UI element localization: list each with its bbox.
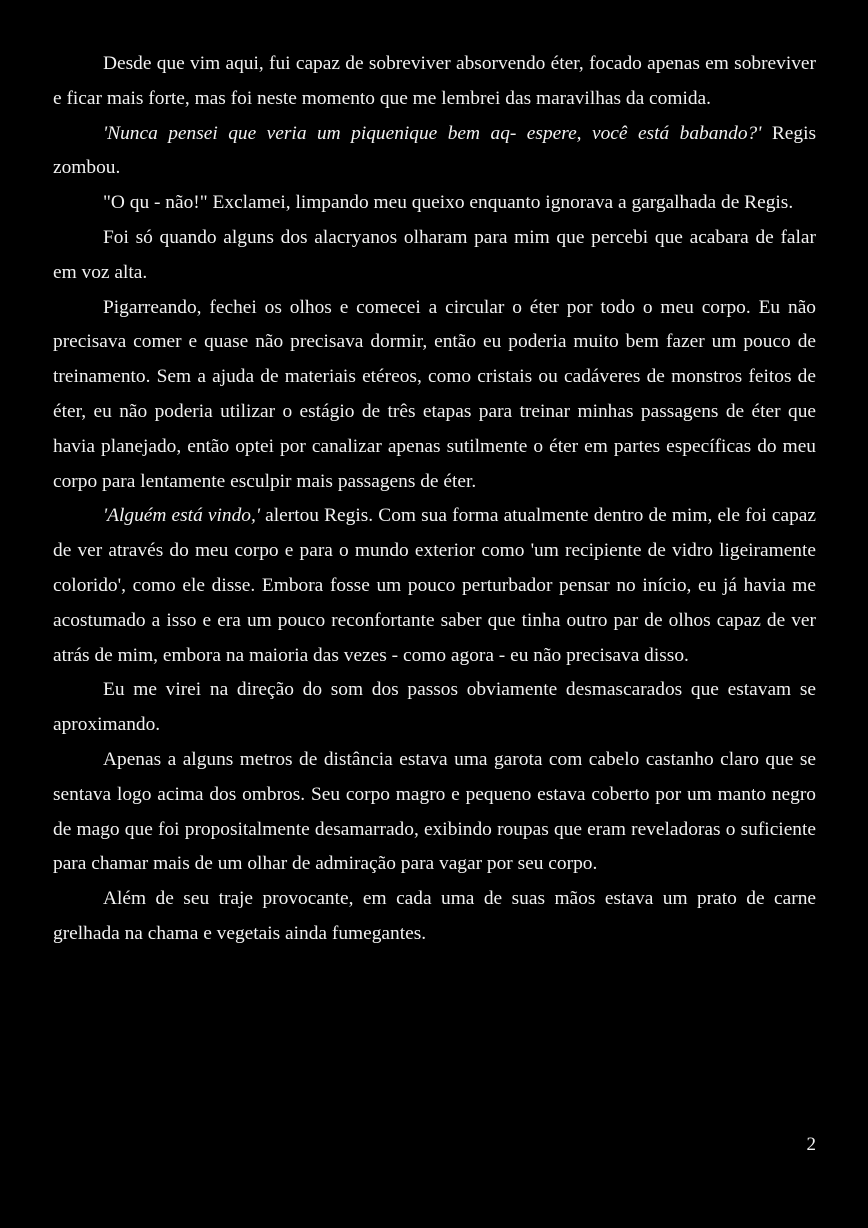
- document-page: [53, 47, 816, 952]
- paragraph-text: Eu me virei na direção do som dos passos obviamente desmascarados que estavam se aproximando.: [53, 679, 816, 736]
- paragraph-1: [53, 47, 816, 117]
- paragraph-5: [53, 291, 816, 500]
- paragraph-7: [53, 673, 816, 743]
- paragraph-text: alertou Regis. Com sua forma atualmente dentro de mim, ele foi capaz de ver através do meu corpo e para o mundo exterior como 'um recipiente de vidro ligeiramente colorido', como ele disse. Embora fosse um pouco perturbador pensar no início, eu já havia me acostumado a isso e era um pouco reconfortante saber que tinha outro par de olhos capaz de ver atrás de mim, embora na maioria das vezes - como agora - eu não precisava disso.: [53, 505, 816, 666]
- paragraph-4: [53, 221, 816, 291]
- paragraph-text: "O qu - não!" Exclamei, limpando meu queixo enquanto ignorava a gargalhada de Regis.: [103, 192, 794, 214]
- paragraph-text: Regis zombou.: [53, 122, 816, 179]
- paragraph-text: Desde que vim aqui, fui capaz de sobreviver absorvendo éter, focado apenas em sobreviver e ficar mais forte, mas foi neste momento que me lembrei das maravilhas da comida.: [53, 53, 816, 109]
- paragraph-9: [53, 882, 816, 952]
- paragraph-2: [53, 117, 816, 187]
- paragraph-6: [53, 499, 816, 673]
- regis-thought: 'Alguém está vindo,': [103, 505, 260, 527]
- regis-thought: 'Nunca pensei que veria um piquenique bem aq- espere, você está babando?': [103, 122, 762, 144]
- paragraph-8: [53, 743, 816, 882]
- paragraph-text: Além de seu traje provocante, em cada uma de suas mãos estava um prato de carne grelhada na chama e vegetais ainda fumegantes.: [53, 888, 816, 944]
- paragraph-3: [53, 186, 816, 221]
- paragraph-text: Pigarreando, fechei os olhos e comecei a circular o éter por todo o meu corpo. Eu não precisava comer e quase não precisava dormir, então eu poderia muito bem fazer um pouco de treinamento. Sem a ajuda de materiais etéreos, como cristais ou cadáveres de monstros feitos de éter, eu não poderia utilizar o estágio de três etapas para treinar minhas passagens de éter que havia planejado, então optei por canalizar apenas sutilmente o éter em partes específicas do meu corpo para lentamente esculpir mais passagens de éter.: [53, 296, 816, 492]
- paragraph-text: Apenas a alguns metros de distância estava uma garota com cabelo castanho claro que se sentava logo acima dos ombros. Seu corpo magro e pequeno estava coberto por um manto negro de mago que foi propositalmente desamarrado, exibindo roupas que eram reveladoras o suficiente para chamar mais de um olhar de admiração para vagar por seu corpo.: [53, 748, 816, 875]
- page-number: 2: [806, 1134, 816, 1155]
- paragraph-text: Foi só quando alguns dos alacryanos olharam para mim que percebi que acabara de falar em voz alta.: [53, 226, 816, 283]
